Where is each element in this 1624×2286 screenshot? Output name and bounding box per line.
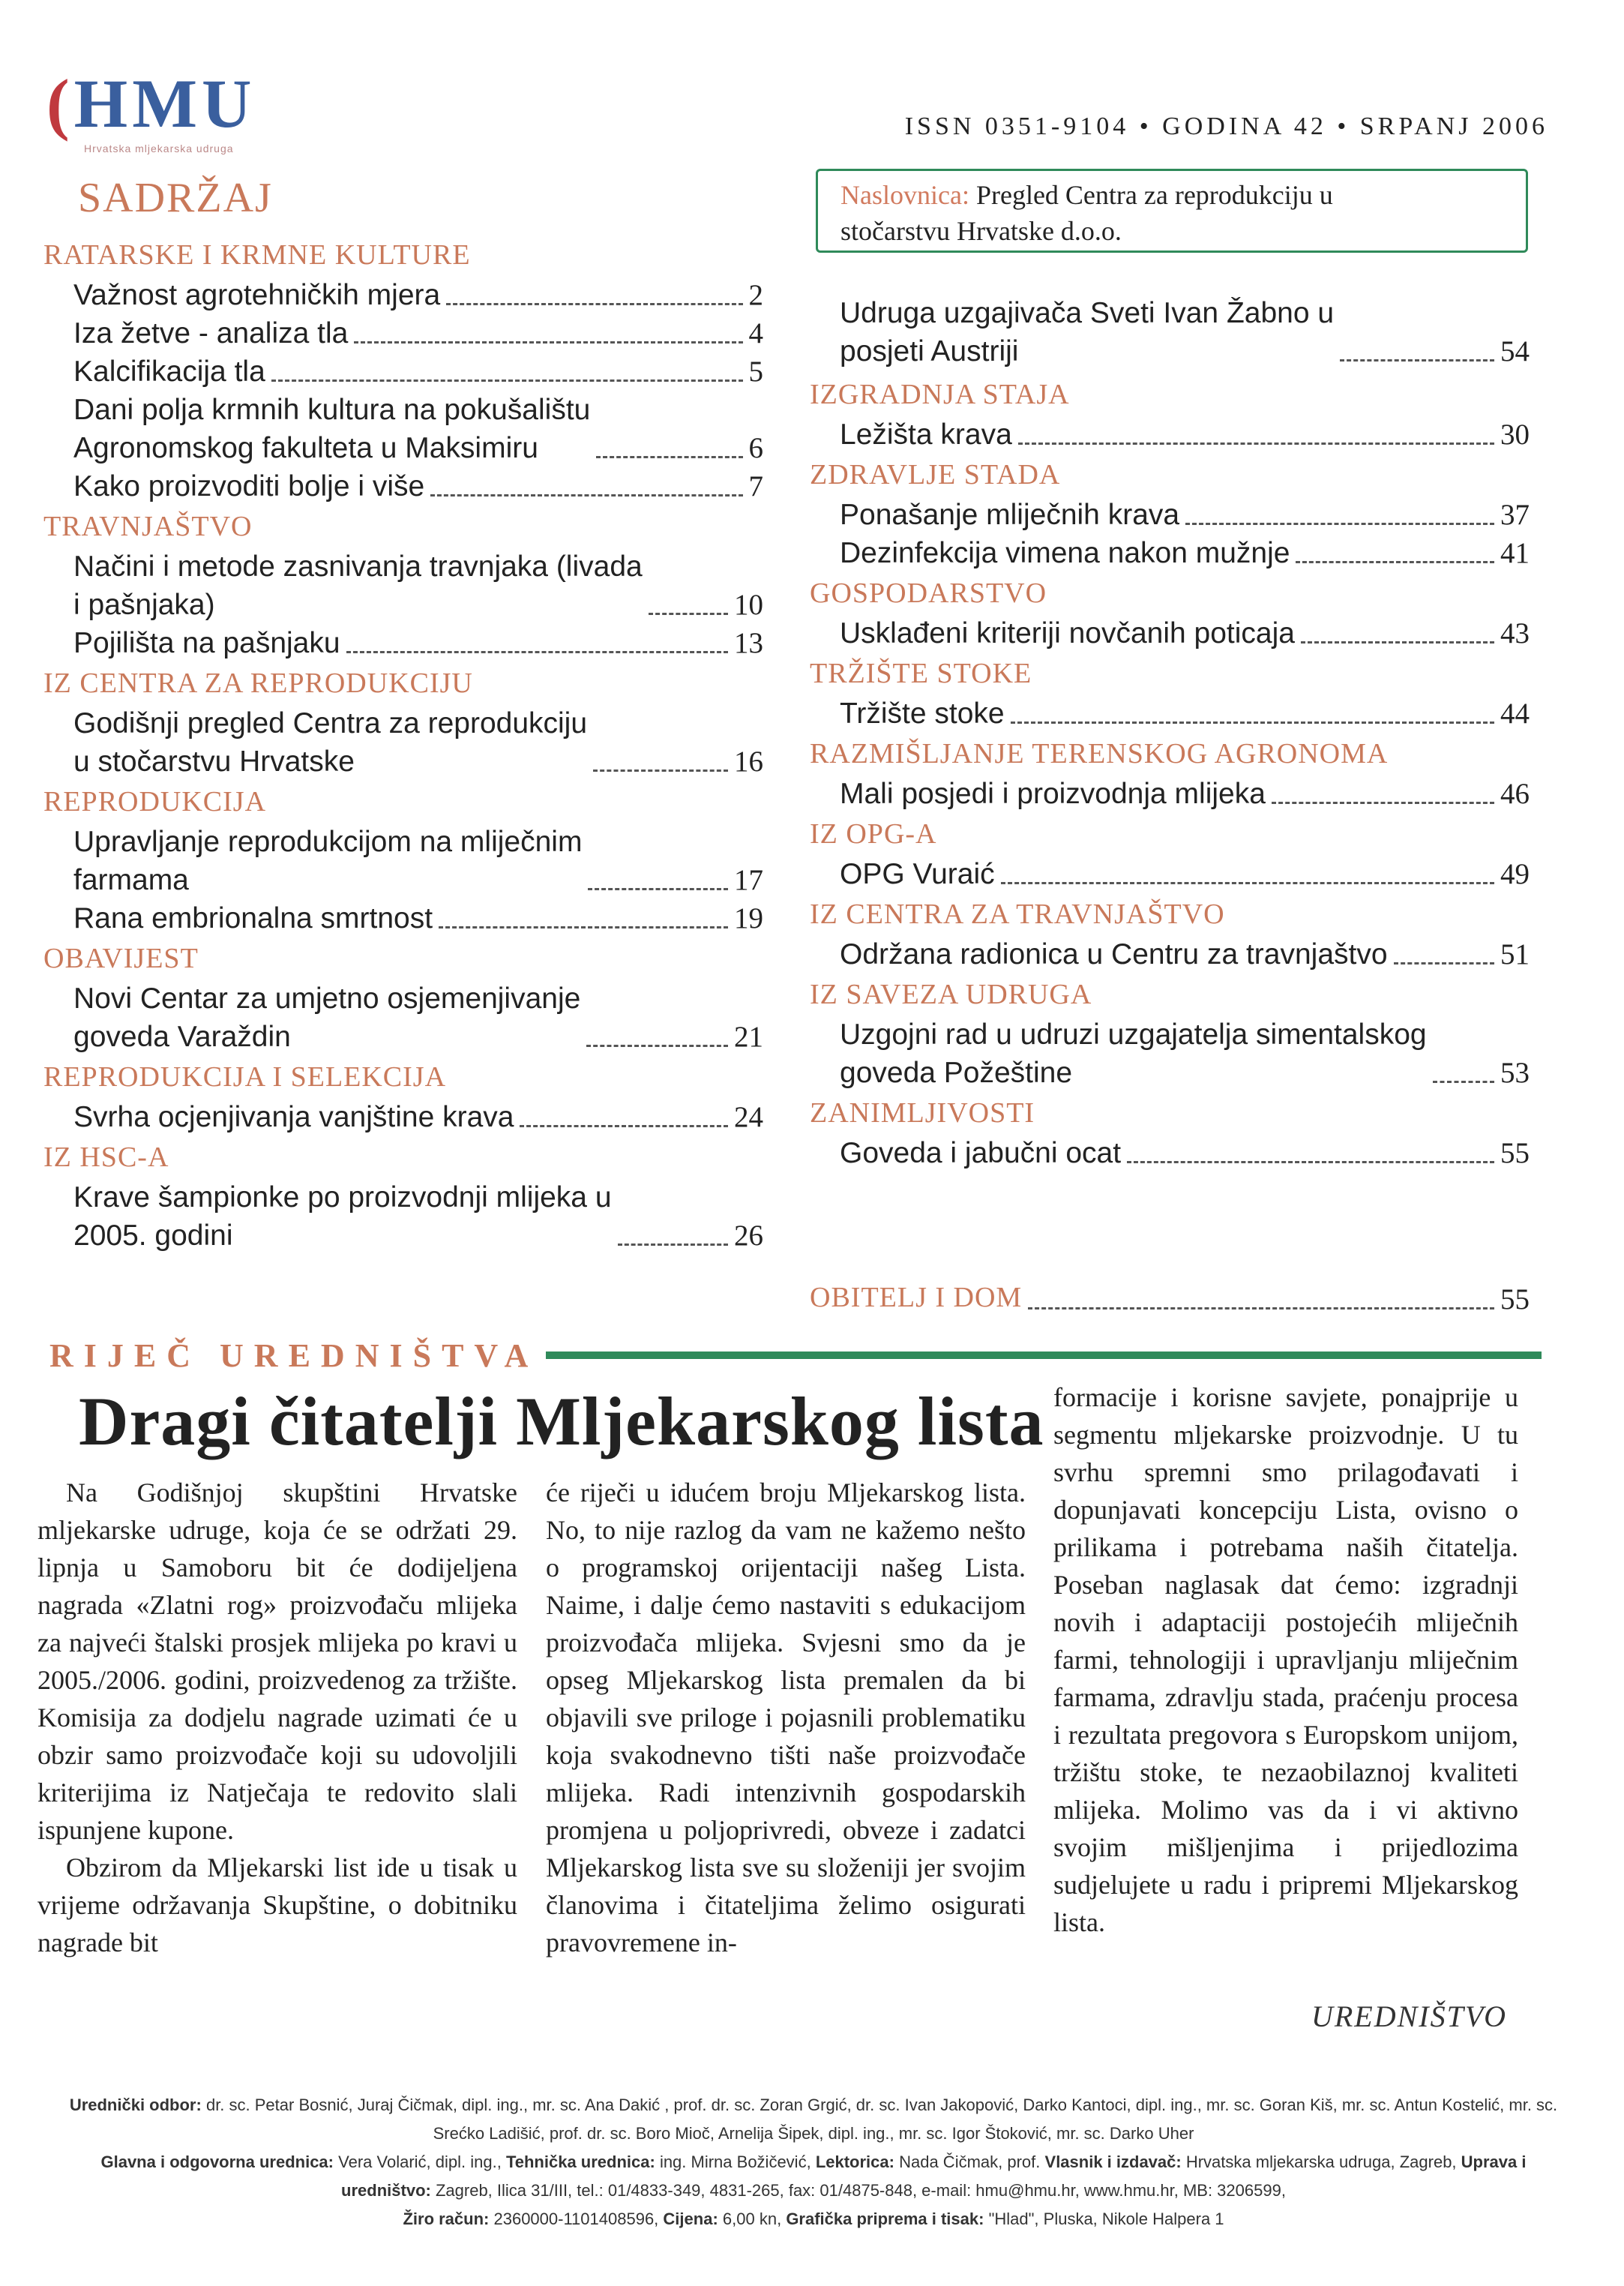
toc-section-heading: IZ SAVEZA UDRUGA bbox=[810, 979, 1092, 1010]
toc-section-heading: TRŽIŠTE STOKE bbox=[810, 658, 1032, 689]
account: 2360000-1101408596, bbox=[493, 2210, 659, 2228]
toc-section-heading: TRAVNJAŠTVO bbox=[43, 511, 253, 542]
toc-entry-page: 2 bbox=[748, 279, 763, 311]
toc-entry-page: 7 bbox=[748, 470, 763, 502]
toc-last-section: OBITELJ I DOM bbox=[810, 1282, 1023, 1313]
toc-section-heading: REPRODUKCIJA I SELEKCIJA bbox=[43, 1061, 447, 1093]
cover-box bbox=[816, 169, 1528, 253]
toc-entry-page: 51 bbox=[1500, 938, 1530, 970]
toc-entry-page: 19 bbox=[734, 902, 763, 934]
toc-entry-title: Dani polja krmnih kultura na pokušalištu Agronomskog fakulteta u Maksimiru bbox=[73, 394, 591, 464]
printer: "Hlad", Pluska, Nikole Halpera 1 bbox=[988, 2210, 1224, 2228]
toc-entry-page: 26 bbox=[734, 1220, 763, 1252]
toc-last-entry[interactable] bbox=[810, 1276, 1530, 1318]
toc-entry-page: 16 bbox=[734, 746, 763, 778]
toc-entry-page: 49 bbox=[1500, 858, 1530, 890]
editorial-label: RIJEČ UREDNIŠTVA bbox=[49, 1336, 539, 1374]
print-label: Grafička priprema i tisak: bbox=[786, 2210, 984, 2228]
toc-entry-title: Uzgojni rad u udruzi uzgajatelja simentalskog goveda Požeštine bbox=[840, 1018, 1427, 1089]
toc-entry[interactable] bbox=[43, 391, 763, 467]
toc-entry[interactable] bbox=[810, 1016, 1530, 1092]
leader-dots bbox=[354, 341, 742, 344]
leader-dots bbox=[520, 1125, 728, 1127]
toc-entry[interactable] bbox=[810, 855, 1530, 893]
toc-entry-title: Važnost agrotehničkih mjera bbox=[73, 279, 441, 311]
cover-text: Pregled Centra za reprodukciju u stočarstvu Hrvatske d.o.o. bbox=[840, 180, 1333, 246]
leader-dots bbox=[596, 456, 742, 458]
chief-label: Glavna i odgovorna urednica: bbox=[100, 2152, 334, 2171]
toc-entry-title: Tržište stoke bbox=[840, 698, 1005, 730]
owner: Hrvatska mljekarska udruga, Zagreb, bbox=[1185, 2152, 1457, 2171]
toc-entry-title: Novi Centar za umjetno osjemenjivanje goveda Varaždin bbox=[73, 982, 581, 1053]
leader-dots bbox=[1127, 1161, 1494, 1163]
leader-dots bbox=[1301, 641, 1494, 644]
toc-section-heading: OBAVIJEST bbox=[43, 943, 199, 974]
editorial-col1-p2: Obzirom da Mljekarski list ide u tisak u vrijeme održavanja Skupštine, o dobitniku nagrade bit bbox=[37, 1852, 517, 1958]
toc-entry-title: Dezinfekcija vimena nakon mužnje bbox=[840, 537, 1290, 569]
toc-entry-page: 46 bbox=[1500, 778, 1530, 810]
toc-entry-title: Kalcifikacija tla bbox=[73, 356, 265, 388]
logo-subtitle: Hrvatska mljekarska udruga bbox=[84, 142, 234, 154]
editorial-col3-text: formacije i korisne savjete, ponajprije u segmentu mljekarske proizvodnje. U tu svrhu spremni smo prilagođavati i dopunjavati koncepciju Lista, ovisno o prilikama i potrebama naših čitatelja. Poseban naglasak dat ćemo: izgradnji novih i adaptaciji postojećih mliječnih farmi, tehnologiji i upravljanju mliječnim farmama, zdravlju stada, praćenju procesa i rezultata pregovora s Europskom unijom, tržištu stoke, te nezaobilaznoj kvaliteti mlijeka. Molimo vas da i vi aktivno svojim mišljenjima i prijedlozima sudjelujete u radu i pripremi Mljekarskog lista. bbox=[1053, 1382, 1518, 1937]
toc-entry-page: 43 bbox=[1500, 617, 1530, 650]
editorial-col3 bbox=[1053, 1378, 1518, 1941]
imprint-footer bbox=[60, 2091, 1567, 2234]
toc-section-heading: IZ CENTRA ZA REPRODUKCIJU bbox=[43, 668, 473, 699]
toc-section-heading: ZDRAVLJE STADA bbox=[810, 459, 1061, 490]
toc-entry[interactable] bbox=[810, 294, 1530, 370]
toc-entry[interactable] bbox=[810, 534, 1530, 572]
toc-entry[interactable] bbox=[43, 899, 763, 938]
toc-entry[interactable] bbox=[43, 467, 763, 506]
toc-entry[interactable] bbox=[810, 496, 1530, 534]
toc-section-heading: IZ OPG-A bbox=[810, 818, 937, 850]
toc-entry-page: 13 bbox=[734, 627, 763, 659]
leader-dots bbox=[1394, 962, 1494, 964]
toc-entry-page: 37 bbox=[1500, 499, 1530, 531]
editorial-col2 bbox=[546, 1474, 1026, 1961]
toc-entry-title: Načini i metode zasnivanja travnjaka (livada i pašnjaka) bbox=[73, 550, 643, 621]
toc-section-heading: REPRODUKCIJA bbox=[43, 786, 267, 818]
board-label: Urednički odbor: bbox=[69, 2096, 202, 2114]
toc-entry[interactable] bbox=[43, 704, 763, 781]
toc-entry[interactable] bbox=[43, 624, 763, 662]
toc-entry-page: 21 bbox=[734, 1021, 763, 1053]
toc-section-heading: IZ HSC-A bbox=[43, 1142, 169, 1173]
price-label: Cijena: bbox=[663, 2210, 718, 2228]
leader-dots bbox=[588, 888, 728, 890]
toc-entry-page: 41 bbox=[1500, 537, 1530, 569]
toc-right-column bbox=[810, 294, 1530, 1172]
chief-editor: Vera Volarić, dipl. ing., bbox=[338, 2152, 502, 2171]
toc-entry-title: Svrha ocjenjivanja vanjštine krava bbox=[73, 1101, 514, 1133]
toc-entry[interactable] bbox=[43, 276, 763, 314]
office-label: Uprava i uredništvo: bbox=[341, 2152, 1527, 2200]
board-members: dr. sc. Petar Bosnić, Juraj Čičmak, dipl. ing., mr. sc. Ana Dakić , prof. dr. sc. Zoran Grgić, dr. sc. Ivan Jakopović, Darko Kantoci, dipl. ing., mr. sc. Goran Kiš, mr. sc. Antun Kostelić, mr. sc. Srećko Ladišić, prof. dr. sc. Boro Mioč, Arnelija Šipek, dipl. ing., mr. sc. Igor Štoković, mr. sc. Darko Uher bbox=[205, 2096, 1558, 2143]
price: 6,00 kn, bbox=[722, 2210, 782, 2228]
toc-entry-page: 54 bbox=[1500, 335, 1530, 368]
toc-entry-title: OPG Vuraić bbox=[840, 858, 995, 890]
lector: Nada Čičmak, prof. bbox=[899, 2152, 1041, 2171]
leader-dots bbox=[1433, 1081, 1494, 1083]
toc-entry-title: Krave šampionke po proizvodnji mlijeka u 2005. godini bbox=[73, 1181, 612, 1252]
toc-entry[interactable] bbox=[43, 314, 763, 352]
toc-entry[interactable] bbox=[43, 980, 763, 1056]
editorial-signature: UREDNIŠTVO bbox=[1311, 2000, 1507, 2033]
toc-entry-page: 4 bbox=[748, 317, 763, 350]
toc-last-page: 55 bbox=[1500, 1283, 1530, 1316]
leader-dots bbox=[446, 303, 742, 305]
toc-entry-title: Usklađeni kriteriji novčanih poticaja bbox=[840, 617, 1295, 650]
toc-entry[interactable] bbox=[810, 775, 1530, 813]
toc-entry-title: Kako proizvoditi bolje i više bbox=[73, 470, 425, 502]
leader-dots bbox=[586, 1045, 728, 1047]
tech-editor: ing. Mirna Božičević, bbox=[659, 2152, 811, 2171]
toc-entry[interactable] bbox=[43, 548, 763, 624]
leader-dots bbox=[618, 1244, 728, 1246]
editorial-col1-p1: Na Godišnjoj skupštini Hrvatske mljekarske udruge, koja će se održati 29. lipnja u Samoboru bit će dodijeljena nagrada «Zlatni rog» proizvođaču mlijeka za najveći štalski prosjek mlijeka po kravi u 2005./2006. godini, proizvedenog za tržište. Komisija za dodjelu nagrade uzimati će u obzir samo proizvođače koji su udovoljili kriterijima iz Natječaja te redovito slali ispunjene kupone. bbox=[37, 1478, 517, 1845]
toc-entry-title: Iza žetve - analiza tla bbox=[73, 317, 349, 350]
toc-entry[interactable] bbox=[43, 823, 763, 899]
toc-entry-page: 5 bbox=[748, 356, 763, 388]
toc-entry-page: 44 bbox=[1500, 698, 1530, 730]
toc-entry-title: Ponašanje mliječnih krava bbox=[840, 499, 1180, 531]
toc-entry[interactable] bbox=[810, 1134, 1530, 1172]
toc-entry-title: Udruga uzgajivača Sveti Ivan Žabno u posjeti Austriji bbox=[840, 297, 1335, 368]
leader-dots bbox=[1001, 882, 1494, 884]
toc-entry-page: 6 bbox=[748, 432, 763, 464]
toc-entry-page: 30 bbox=[1500, 418, 1530, 451]
leader-dots bbox=[1296, 561, 1494, 563]
toc-entry-title: Godišnji pregled Centra za reprodukciju u stočarstvu Hrvatske bbox=[73, 707, 588, 778]
toc-entry[interactable] bbox=[810, 694, 1530, 733]
toc-entry[interactable] bbox=[810, 614, 1530, 652]
toc-section-heading: IZGRADNJA STAJA bbox=[810, 379, 1070, 410]
toc-entry[interactable] bbox=[810, 935, 1530, 974]
toc-section-heading: RATARSKE I KRMNE KULTURE bbox=[43, 239, 471, 271]
editorial-header bbox=[49, 1333, 1542, 1378]
leader-dots bbox=[1011, 722, 1494, 724]
lector-label: Lektorica: bbox=[815, 2152, 894, 2171]
toc-entry-title: Mali posjedi i proizvodnja mlijeka bbox=[840, 778, 1266, 810]
toc-entry-title: Rana embrionalna smrtnost bbox=[73, 902, 433, 934]
toc-entry-title: Ležišta krava bbox=[840, 418, 1012, 451]
toc-title: SADRŽAJ bbox=[78, 175, 273, 221]
account-label: Žiro račun: bbox=[403, 2210, 490, 2228]
leader-dots bbox=[1028, 1307, 1494, 1310]
toc-entry-page: 17 bbox=[734, 864, 763, 896]
editorial-rule bbox=[546, 1352, 1542, 1359]
owner-label: Vlasnik i izdavač: bbox=[1044, 2152, 1182, 2171]
leader-dots bbox=[430, 494, 742, 496]
leader-dots bbox=[346, 651, 728, 653]
toc-entry-page: 24 bbox=[734, 1101, 763, 1133]
editorial-col2-text: će riječi u idućem broju Mljekarskog lista. No, to nije razlog da vam ne kažemo nešto o programskoj orijentaciji našeg Lista. Naime, i dalje ćemo nastaviti s edukacijom proizvođača mlijeka. Svjesni smo da je opseg Mljekarskog lista premalen da bi objavili sve priloge i pojasnili problematiku koja svakodnevno tišti naše proizvođače mlijeka. Radi intenzivnih gospodarskih promjena u poljoprivredi, obveze i zadatci Mljekarskog lista sve su složeniji jer svojim članovima i čitateljima želimo osigurati pravovremene in- bbox=[546, 1478, 1026, 1958]
leader-dots bbox=[1340, 359, 1494, 362]
editorial-col1 bbox=[37, 1474, 517, 1961]
toc-entry-page: 10 bbox=[734, 589, 763, 621]
toc-section-heading: RAZMIŠLJANJE TERENSKOG AGRONOMA bbox=[810, 738, 1389, 770]
logo-text: (HMU bbox=[46, 65, 256, 142]
leader-dots bbox=[649, 613, 728, 615]
leader-dots bbox=[271, 380, 743, 382]
leader-dots bbox=[1185, 523, 1494, 525]
issn-line: ISSN 0351-9104 • GODINA 42 • SRPANJ 2006 bbox=[904, 112, 1548, 140]
toc-entry-title: Održana radionica u Centru za travnjaštvo bbox=[840, 938, 1388, 970]
toc-entry[interactable] bbox=[43, 1178, 763, 1255]
tech-label: Tehnička urednica: bbox=[505, 2152, 655, 2171]
toc-entry-page: 53 bbox=[1500, 1057, 1530, 1089]
cover-label: Naslovnica: bbox=[840, 180, 969, 210]
leader-dots bbox=[439, 926, 728, 928]
leader-dots bbox=[1018, 442, 1494, 445]
toc-entry-title: Pojilišta na pašnjaku bbox=[73, 627, 340, 659]
toc-entry[interactable] bbox=[43, 1098, 763, 1136]
toc-section-heading: IZ CENTRA ZA TRAVNJAŠTVO bbox=[810, 898, 1225, 930]
toc-entry-title: Goveda i jabučni ocat bbox=[840, 1137, 1122, 1169]
toc-entry[interactable] bbox=[810, 416, 1530, 454]
toc-entry-page: 55 bbox=[1500, 1137, 1530, 1169]
toc-section-heading: ZANIMLJIVOSTI bbox=[810, 1097, 1035, 1129]
toc-section-heading: GOSPODARSTVO bbox=[810, 578, 1047, 609]
leader-dots bbox=[1272, 802, 1494, 804]
toc-entry[interactable] bbox=[43, 352, 763, 391]
hmu-logo bbox=[46, 65, 264, 166]
office: Zagreb, Ilica 31/III, tel.: 01/4833-349, 4831-265, fax: 01/4875-848, e-mail: hmu@hmu.hr, www.hmu.hr, MB: 3206599, bbox=[435, 2181, 1286, 2200]
editorial-headline: Dragi čitatelji Mljekarskog lista bbox=[79, 1383, 1044, 1460]
toc-entry-title: Upravljanje reprodukcijom na mliječnim farmama bbox=[73, 826, 583, 896]
leader-dots bbox=[593, 770, 728, 772]
toc-left-column bbox=[43, 234, 763, 1255]
